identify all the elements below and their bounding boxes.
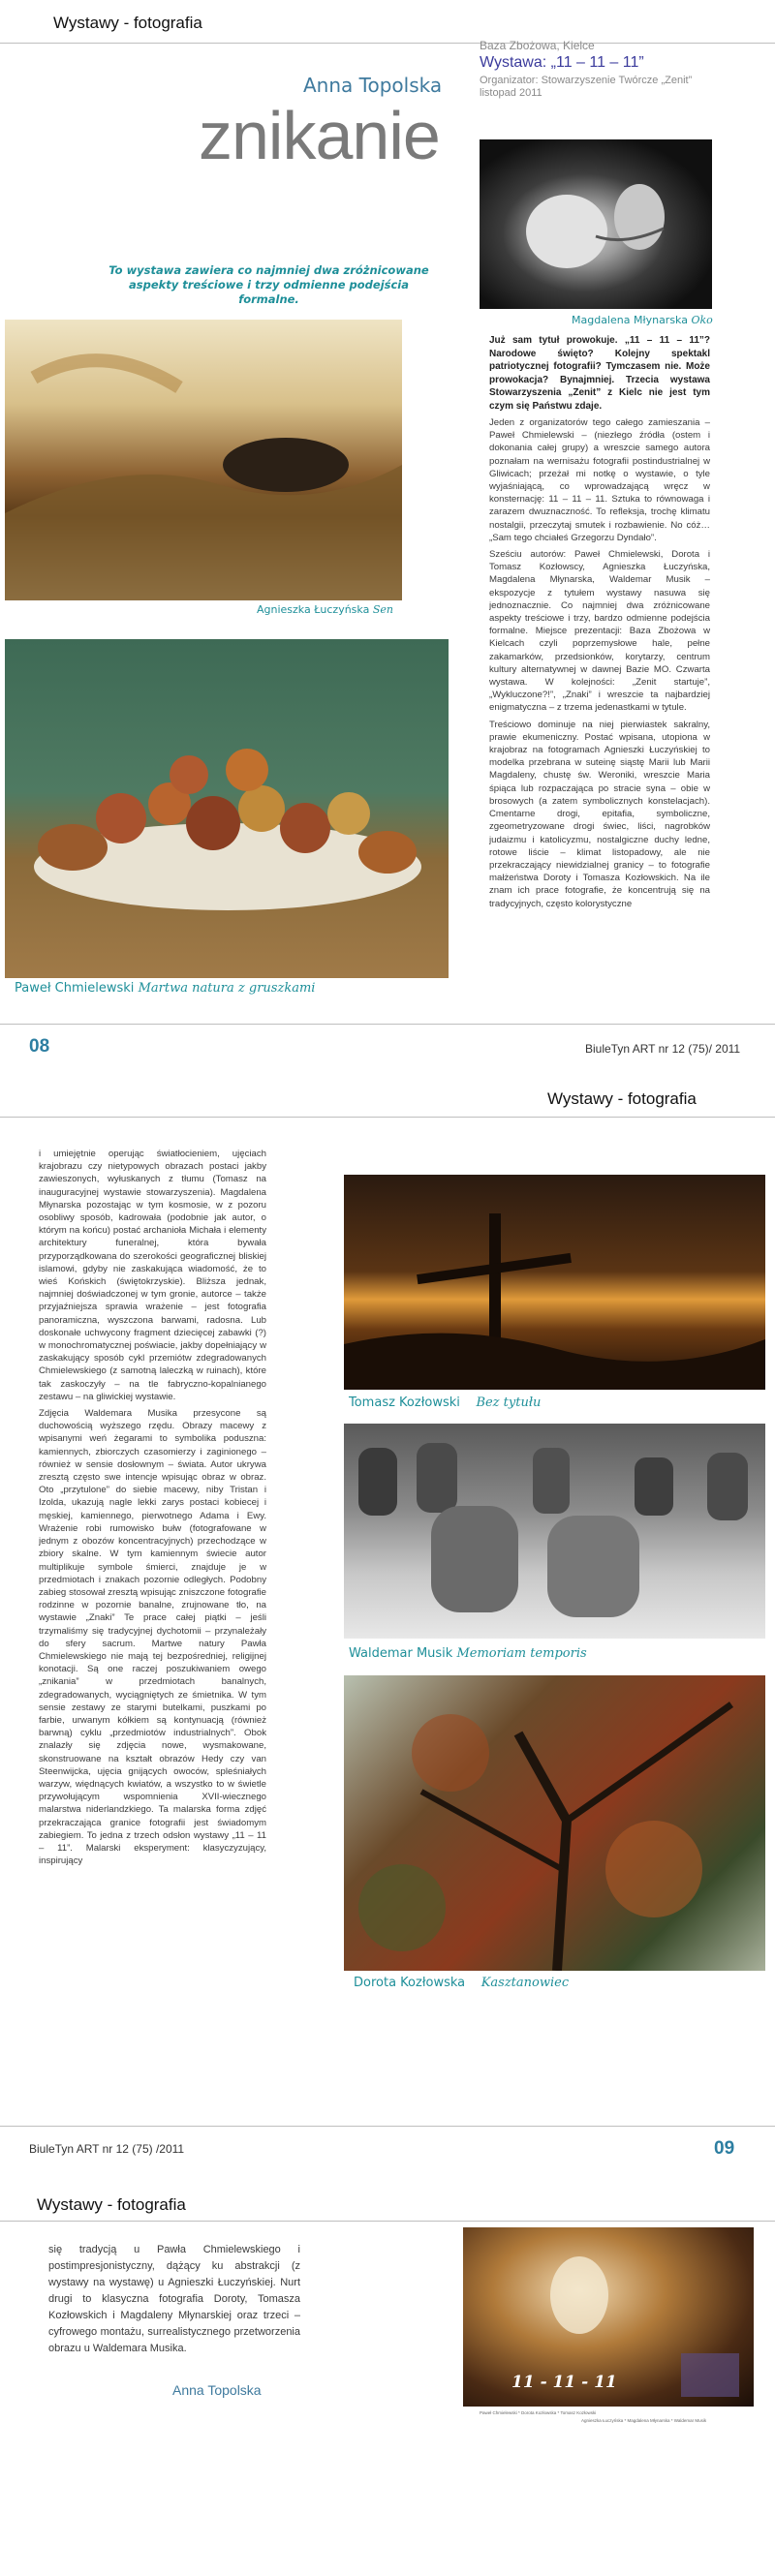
intro-text: To wystawa zawiera co najmniej dwa zróżnicowane aspekty treściowe i trzy odmienne podejścia formalne.	[108, 263, 429, 306]
header-divider	[0, 2221, 775, 2222]
caption-title: Martwa natura z gruszkami	[138, 981, 316, 996]
cross-silhouette-image	[344, 1175, 765, 1390]
paragraph: Treściowo dominuje na niej pierwiastek sakralny, prawie ekumeniczny. Postać wpisana, utopiona w krajobraz na fotogramach Agnieszki Łuczyńskiej to modelka przebrana w suteinę siąstę Marii lub Marii Magdaleny, chustę św. Weroniki, wreszcie Maria śpiąca lub rozpaczająca po stracie syna – obie w brosowych (a zatem symbolicznych konstelacjach). Cmentarne drogi, epitafia, symboliczne, zgeometryzowane drogi świec, liści, nagrobków judaizmu i katolicyzmu, nostalgiczne duchy ledne, rotowe liście – klimat listopadowy, ale nie przekraczający niewidzialnej granicy – to fotografie małżeństwa Doroty i Tomasza Kozłowskich. Na ile znam ich prace fotografie, że koncentrują się na tradycyjnych, często kolorystyczne	[489, 719, 710, 909]
footer-text: BiuleTyn ART nr 12 (75) /2011	[29, 2142, 185, 2156]
page-09	[0, 1080, 775, 2193]
caption-memoriam	[349, 1646, 587, 1661]
photo-sen	[5, 320, 402, 600]
caption-title: Kasztanowiec	[480, 1976, 570, 1990]
poster-title: 11 - 11 - 11	[512, 2373, 617, 2392]
article-column	[39, 1148, 266, 2155]
article-column	[489, 334, 710, 1002]
caption-title: Oko	[691, 314, 713, 326]
photo-kasztanowiec	[344, 1675, 765, 1971]
caption-author: Paweł Chmielewski	[15, 981, 135, 996]
photo-bez-tytulu	[344, 1175, 765, 1390]
caption-sen	[257, 603, 393, 616]
landscape-figure-image	[5, 320, 402, 600]
caption-author: Tomasz Kozłowski	[349, 1395, 460, 1410]
photo-martwa-natura	[5, 639, 449, 978]
photo-memoriam	[344, 1424, 765, 1639]
caption-author: Dorota Kozłowska	[354, 1976, 466, 1990]
page-10	[0, 2193, 775, 2576]
article-title: znikanie	[199, 98, 440, 173]
gravestones-image	[344, 1424, 765, 1639]
footer-divider	[0, 2126, 775, 2127]
section-header: Wystawy - fotografia	[37, 2195, 186, 2214]
caption-author: Waldemar Musik	[349, 1646, 453, 1661]
paragraph: Sześciu autorów: Paweł Chmielewski, Dorota i Tomasz Kozłowscy, Agnieszka Łuczyńska, Magdalena Młynarska, Waldemar Musik – ekspozycje z tytułem wystawy nasuwa się jednoznacznie. Co najmniej dwa zróżnicowane aspekty treściowe i trzy, bardzo odmienne podejścia formalne. Miejsce prezentacji: Baza Zbożowa w Kielcach czyli poprzemysłowe hale, pełne zakamarków, przedsionków, korytarzy, centrum kultury alternatywnej w dawnej Bazie MO. Czwarta wystawa. W kolejności: „Zenit startuje”, „Wykluczone?!”, „Znaki” i wreszcie ta najbardziej enigmatyczna – z trzema jedenastkami w tytule.	[489, 549, 710, 714]
footer-divider	[0, 1024, 775, 1025]
page-number: 09	[714, 2138, 735, 2159]
photo-oko	[480, 139, 712, 309]
caption-title: Sen	[372, 603, 393, 616]
page-08	[0, 0, 775, 1080]
author-signature: Anna Topolska	[172, 2382, 262, 2398]
exhibition-name: Wystawa: „11 – 11 – 11”	[480, 54, 644, 71]
exhibition-poster	[463, 2227, 754, 2407]
lead-paragraph: Już sam tytuł prowokuje. „11 – 11 – 11”? Narodowe święto? Kolejny spektakl patriotycznej fotografii? Tymczasem nie. Może prowokacja? Bynajmniej. Trzecia wystawa Stowarzyszenia „Zenit” z Kielc nie jest tym czym się Państwu zdaje.	[489, 335, 710, 412]
exhibition-date: listopad 2011	[480, 87, 542, 99]
caption-kasztanowiec	[354, 1976, 569, 1990]
caption-author: Magdalena Młynarska	[572, 314, 688, 326]
section-header: Wystawy - fotografia	[53, 14, 202, 32]
exhibition-venue: Baza Zbożowa, Kielce	[480, 39, 595, 52]
exhibition-organizer: Organizator: Stowarzyszenie Twórcze „Zenit”	[480, 75, 693, 86]
face-image	[480, 139, 712, 309]
chestnut-tree-image	[344, 1675, 765, 1971]
header-divider	[0, 1117, 775, 1118]
header-divider	[0, 43, 775, 44]
poster-credits-line1: Paweł Chmielewski * Dorota Kozłowska * Tomasz Kozłowski	[480, 2410, 597, 2415]
caption-title: Memoriam temporis	[456, 1646, 587, 1661]
poster-credits-line2: Agnieszka Łuczyńska * Magdalena Młynarska * Waldemar Musik	[581, 2418, 707, 2423]
closing-paragraph: się tradycją u Pawła Chmielewskiego i postimpresjonistyczny, dążący ku abstrakcji (z wystawy na wystawę) u Agnieszki Łuczyńskiej. Nurt drugi to klasyczna fotografia Doroty, Tomasza Kozłowskich i Magdaleny Młynarskiej oraz trzeci – cyfrowego montażu, surrealistycznego przetworzenia obrazu u Waldemara Musika.	[48, 2244, 300, 2354]
caption-author: Agnieszka Łuczyńska	[257, 603, 370, 616]
article-author: Anna Topolska	[303, 74, 443, 97]
caption-martwa-natura	[15, 981, 315, 996]
paragraph: Jeden z organizatorów tego całego zamieszania – Paweł Chmielewski – (niezłego źródła (ostem i dokonania całej grupy) a wreszcie samego autora poznałam na wernisażu fotografii postindustrialnej w Gliwicach; przeżał mi notkę o wystawie, o tyle wyjaśniającą, co wprowadzającą wręcz w konsternację: 11 – 11 – 11. Sztuka to równowaga i zarazem dwuznaczność. To refleksja, trochę klimatu nostalgii, przeczytaj smutek i rozbawienie. No cóż… „Sam tego chciałeś Grzegorzu Dyndało”.	[489, 417, 710, 543]
pears-still-life-image	[5, 639, 449, 978]
footer-text: BiuleTyn ART nr 12 (75)/ 2011	[585, 1042, 741, 1056]
caption-oko	[572, 314, 713, 326]
caption-bez-tytulu	[349, 1395, 541, 1410]
paragraph: Zdjęcia Waldemara Musika przesycone są duchowością wyższego rzędu. Obrazy macewy z wpisanymi weń żegarami to symbolika poduszna: kamiennych, zbiorczych czasomierzy i zaginionego – również w sensie dosłownym – świata. Autor ukrywa zresztą często swe intencje wpisując obraz w obraz. Oto „przytulone” do siebie macewy, niby Tristan i Izolda, ukazują nagle lekki zarys postaci kobiecej i męskiej, kamiennego, pierwotnego Adama i Ewy. Wrażenie robi rumowisko bułw (fotografowane w jednym z obozów koncentracyjnych) przechodzące w zbiory skalne. W tym kamiennym świecie autor multiplikuje symbole śmierci, znajduje je w przedmiotach i znakach pozornie odległych. Podobny zabieg stosował zresztą wpisując zniszczone fotografie rodzinne w pozornie banalne, zrujnowane tło, na wystawie „Znaki” Te prace całej piątki – jeśli trzymaliśmy się tradycyjnej dychotomii – przynależały do sfery sacrum. Martwe natury Pawła Chmielewskiego nie mają tej bezpośredniej, religijnej konotacji. Są one raczej poszukiwaniem owego „znikania” w przedmiotach banalnych, zdegradowanych, wyciągniętych ze śmietnika. W tym sensie zestawy ze starymi butelkami, puszkami po farbie, urwanym kółkiem są kontynuacją (również barwną) cyklu „przedmiotów industrialnych”. Obok znalazły się zdjęcia nowe, wysmakowane, skonstruowane na kształt obrazów Hedy czy van Steenwijcka, ujęcia gnijących owoców, spleśniałych warzyw, więdnących kwiatów, a wszystko to w świetle przywołującym wspomnienia XVII-wiecznego malarstwa niderlandzkiego. Ta malarska forma zdjęć przekraczająca granice fotografii jest świadomym zabiegiem. To jedna z trzech odsłon wystawy „11 – 11 – 11”. Malarski eksperyment: klasyczyzujący, inspirujący	[39, 1408, 266, 1867]
page-number: 08	[29, 1036, 50, 1057]
paragraph: i umiejętnie operując światłocieniem, ujęciach krajobrazu czy nietypowych obrazach postaci jakby zawieszonych, wyłuskanych z tłumu (Tomasz na inauguracyjnej wystawie stowarzyszenia). Magdalena Młynarska pozostając w tym kosmosie, w z pozoru osobliwy sposób, kadrowała (podobnie jak autor, o którym na końcu) postać archanioła Michała i elementy architektury funeralnej, która bywała przyporządkowana do szerokości geograficznej bliskiej islamowi, gdyby nie zaskakująca wiadomość, że to wieś Końskich (świętokrzyskie). Bliższa jednak, najmniej doświadczonej w tym gronie, autorce – także przyjaźniejsza sprawia wrażenie – jest fotografia panoramiczna, wyszczona barwami, radosna. Lub doskonałe uchwycony fragment dziecięcej zabawki (?) w monochromatycznej poświacie, jakby dopełniający w zaskakujący sposób cykl przemiótw zdegradowanych Chmielewskiego (z samotną laleczką w ruinach), które tak zaskoczyły – na tle fabryczno-kopalnianego zestawu – na gliwickiej wystawie.	[39, 1149, 266, 1402]
section-header: Wystawy - fotografia	[547, 1089, 697, 1108]
caption-title: Bez tytułu	[476, 1395, 542, 1410]
